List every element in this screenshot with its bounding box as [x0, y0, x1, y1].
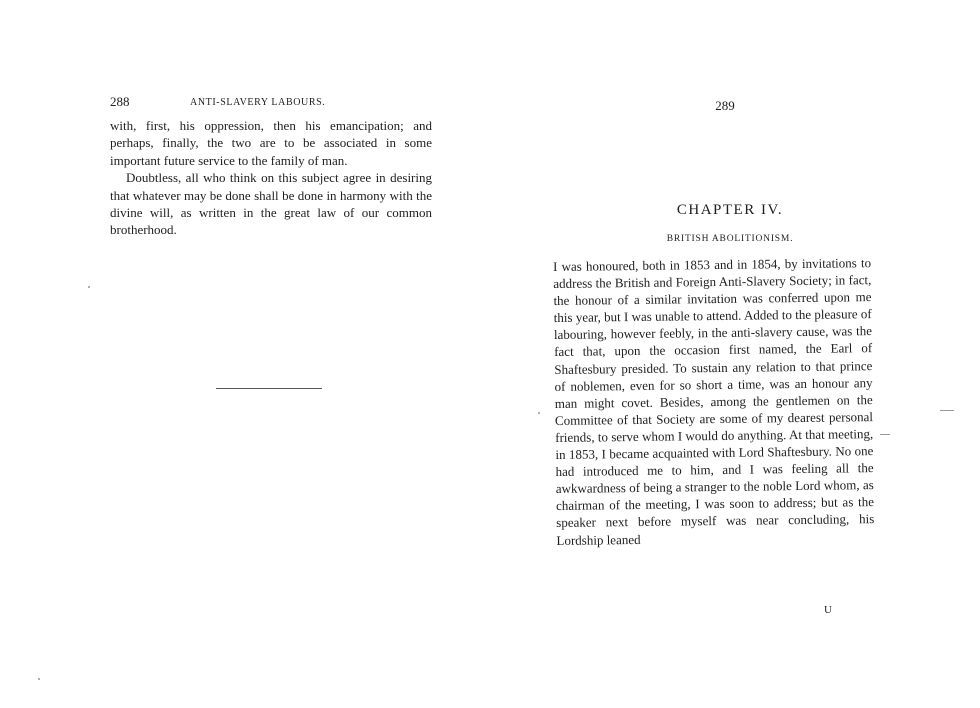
section-end-rule — [216, 388, 322, 389]
signature-mark: U — [824, 604, 832, 616]
right-page — [490, 0, 980, 708]
scan-speck — [880, 434, 890, 435]
scan-speck — [38, 678, 40, 680]
paragraph: with, first, his oppression, then his emancipation; and perhaps, finally, the two are to be associated in some important future service to the family of man. — [110, 118, 432, 168]
paragraph: Doubtless, all who think on this subject agree in desiring that whatever may be done shall be done in harmony with the divine will, as written in the great law of our common brotherhood. — [110, 170, 432, 238]
scan-speck — [940, 410, 954, 411]
chapter-title: CHAPTER IV. — [676, 202, 784, 218]
paragraph: I was honoured, both in 1853 and in 1854, by invitations to address the British and Foreign Anti-Slavery Society; in fact, the honour of a similar invitation was conferred upon me this year, but I was unable to attend. Added to the pleasure of labouring, however feebly, in the anti-slavery cause, was the fact that, upon the occasion first named, the Earl of Shaftesbury presided. To sustain any relation to that prince of noblemen, even for so short a time, was an honour any man might covet. Besides, among the gentlemen on the Committee of that Society are some of my dearest personal friends, to serve whom I would do anything. At that meeting, in 1853, I became acquainted with Lord Shaftesbury. No one had introduced me to him, and I was feeling all the awkwardness of being a stranger to the noble Lord whom, as chairman of the meeting, I was soon to address; but as the speaker next before myself was near concluding, his Lordship leaned — [553, 255, 875, 548]
right-page-body — [553, 254, 875, 548]
running-title: ANTI-SLAVERY LABOURS. — [190, 97, 326, 108]
page-number-left: 288 — [110, 94, 130, 109]
chapter-subtitle: BRITISH ABOLITIONISM. — [666, 234, 794, 244]
scan-speck — [88, 286, 90, 288]
scan-speck — [538, 412, 540, 414]
left-page-body — [110, 117, 432, 239]
page-number-right: 289 — [715, 98, 735, 113]
